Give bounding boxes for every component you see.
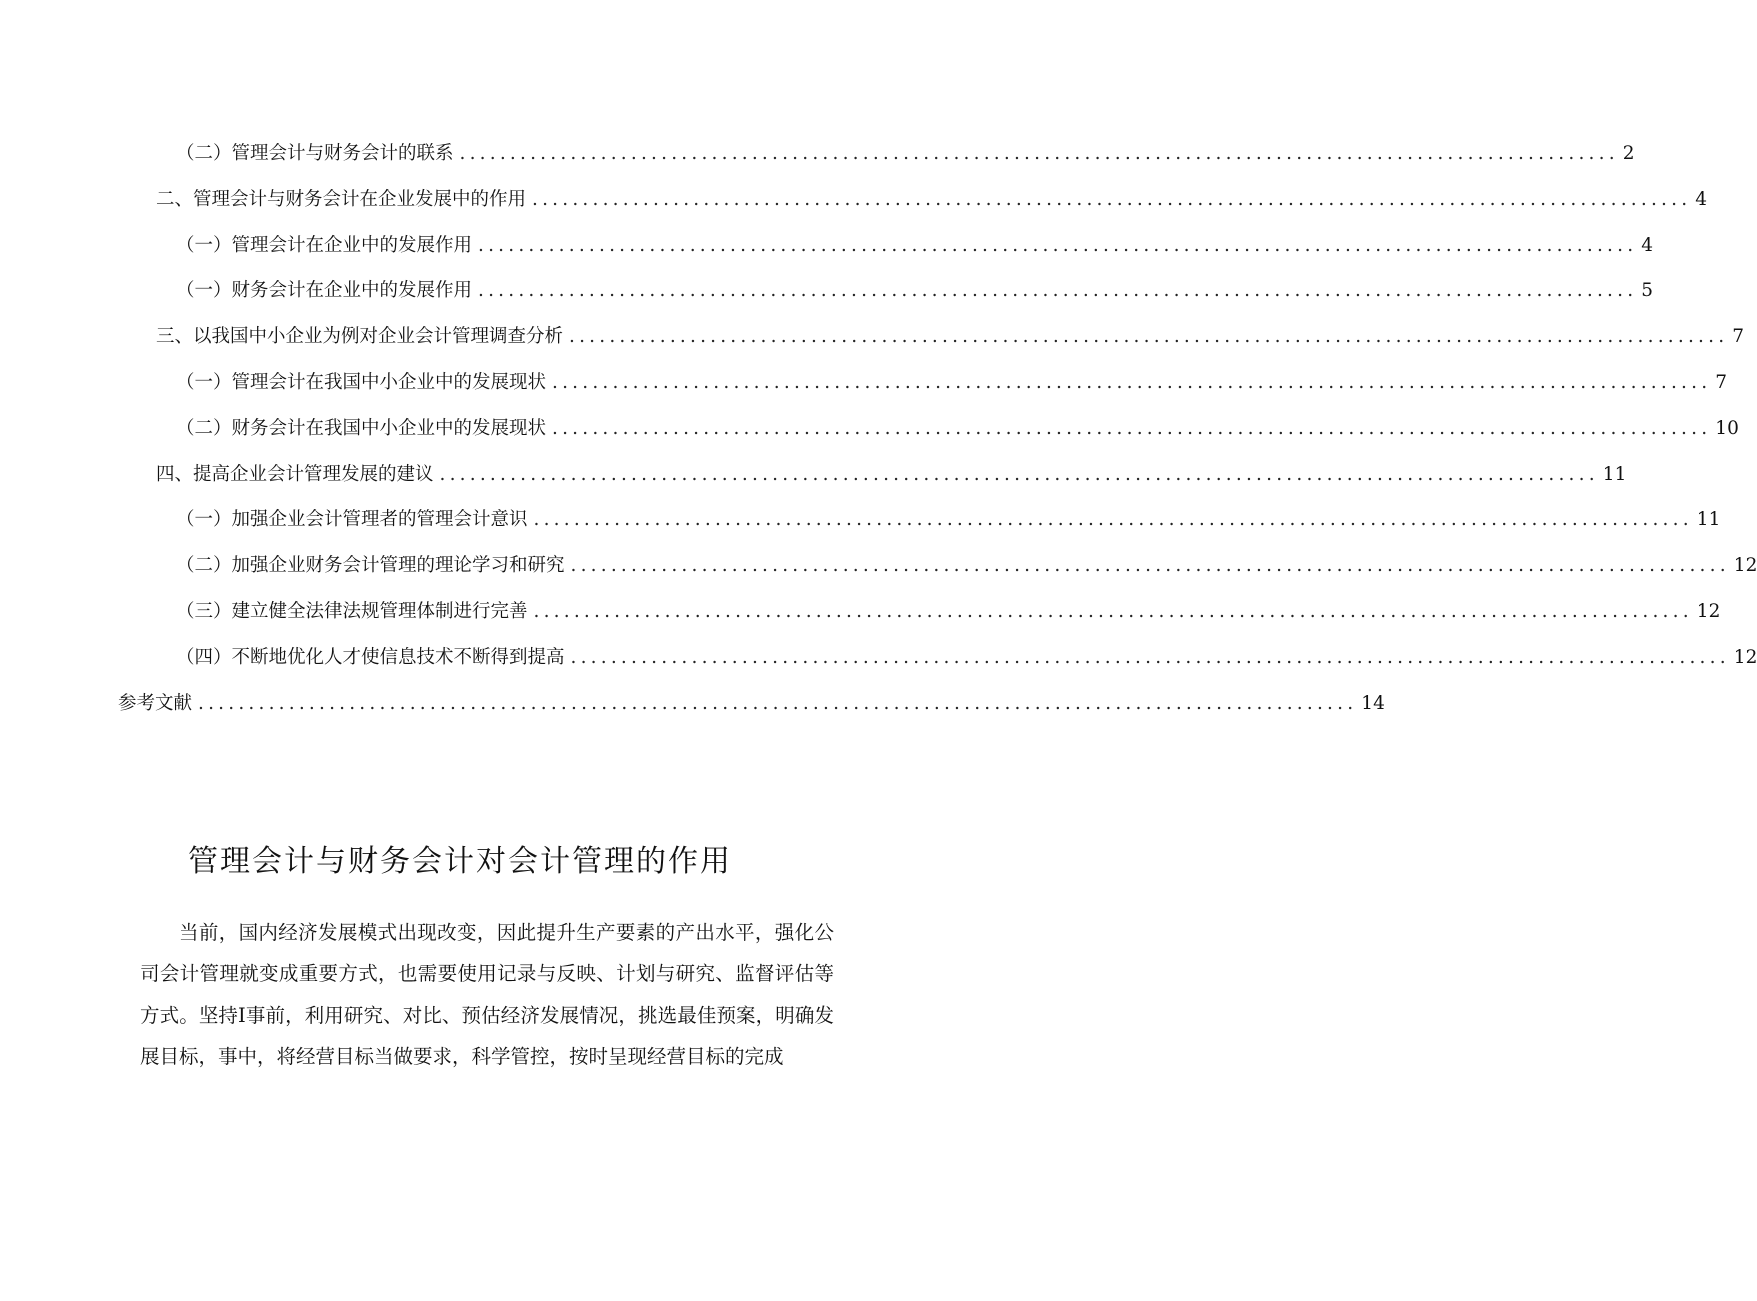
toc-leader-dots: ................................................................................................................... xyxy=(439,464,1599,485)
toc-entry-page: 7 xyxy=(1715,372,1728,393)
toc-entry-page: 7 xyxy=(1732,326,1745,347)
toc-entry-page: 4 xyxy=(1695,189,1708,210)
toc-entry-page: 12 xyxy=(1696,601,1721,622)
toc-entry[interactable] xyxy=(176,507,1721,533)
toc-entry-page: 4 xyxy=(1641,235,1654,256)
toc-entry[interactable] xyxy=(176,370,1728,396)
toc-entry-page: 12 xyxy=(1733,555,1757,576)
toc-entry-label: （一）财务会计在企业中的发展作用 xyxy=(176,280,473,301)
toc-leader-dots: ................................................................................................................... xyxy=(478,235,1638,256)
toc-leader-dots: ................................................................................................................... xyxy=(552,418,1712,439)
toc-entry-label: 参考文献 xyxy=(118,693,193,714)
toc-entry[interactable] xyxy=(176,233,1654,259)
toc-entry[interactable] xyxy=(176,278,1654,304)
article-paragraph: 当前，国内经济发展模式出现改变，因此提升生产要素的产出水平，强化公司会计管理就变成重要方式，也需要使用记录与反映、计划与研究、监督评估等方式。坚持Ⅰ事前，利用研究、对比、预估经济发展情况，挑选最佳预案，明确发展目标，事中，将经营目标当做要求，科学管控，按时呈现经营目标的完成 xyxy=(140,921,834,1068)
toc-leader-dots: ................................................................................................................... xyxy=(569,326,1729,347)
toc-entry-label: 三、以我国中小企业为例对企业会计管理调查分析 xyxy=(156,326,564,347)
toc-leader-dots: ................................................................................................................... xyxy=(570,555,1730,576)
toc-leader-dots: ................................................................................................................... xyxy=(198,693,1358,714)
toc-entry-label: 二、管理会计与财务会计在企业发展中的作用 xyxy=(156,189,527,210)
toc-entry-label: （二）管理会计与财务会计的联系 xyxy=(176,143,454,164)
toc-entry-label: （一）管理会计在我国中小企业中的发展现状 xyxy=(176,372,547,393)
article-title: 管理会计与财务会计对会计管理的作用 xyxy=(188,844,732,879)
toc-entry-page: 5 xyxy=(1641,280,1654,301)
toc-entry-page: 11 xyxy=(1696,509,1721,530)
toc-entry-label: （一）管理会计在企业中的发展作用 xyxy=(176,235,473,256)
toc-entry-page: 10 xyxy=(1715,418,1739,439)
toc-leader-dots: ................................................................................................................... xyxy=(570,647,1730,668)
toc-entry[interactable] xyxy=(118,691,1385,717)
toc-entry[interactable] xyxy=(156,462,1627,488)
toc-entry-label: 四、提高企业会计管理发展的建议 xyxy=(156,464,434,485)
toc-entry[interactable] xyxy=(156,187,1708,213)
toc-leader-dots: ................................................................................................................... xyxy=(532,189,1692,210)
toc-entry[interactable] xyxy=(176,599,1721,625)
toc-entry[interactable] xyxy=(176,416,1739,442)
toc-entry-page: 11 xyxy=(1602,464,1627,485)
toc-leader-dots: ................................................................................................................... xyxy=(478,280,1638,301)
toc-leader-dots: ................................................................................................................... xyxy=(533,509,1693,530)
toc-leader-dots: ................................................................................................................... xyxy=(533,601,1693,622)
toc-entry[interactable] xyxy=(156,324,1745,350)
toc-leader-dots: ................................................................................................................... xyxy=(552,372,1712,393)
toc-entry-label: （一）加强企业会计管理者的管理会计意识 xyxy=(176,509,528,530)
toc-entry-label: （二）财务会计在我国中小企业中的发展现状 xyxy=(176,418,547,439)
toc-entry-page: 2 xyxy=(1622,143,1635,164)
toc-entry[interactable] xyxy=(176,141,1635,167)
toc-entry[interactable] xyxy=(176,553,1757,579)
toc-entry-page: 14 xyxy=(1361,693,1385,714)
toc-entry-page: 12 xyxy=(1733,647,1757,668)
toc-entry-label: （四）不断地优化人才使信息技术不断得到提高 xyxy=(176,647,565,668)
toc-entry-label: （二）加强企业财务会计管理的理论学习和研究 xyxy=(176,555,565,576)
toc-entry-label: （三）建立健全法律法规管理体制进行完善 xyxy=(176,601,528,622)
toc-leader-dots: ................................................................................................................... xyxy=(459,143,1619,164)
toc-entry[interactable] xyxy=(176,645,1757,671)
